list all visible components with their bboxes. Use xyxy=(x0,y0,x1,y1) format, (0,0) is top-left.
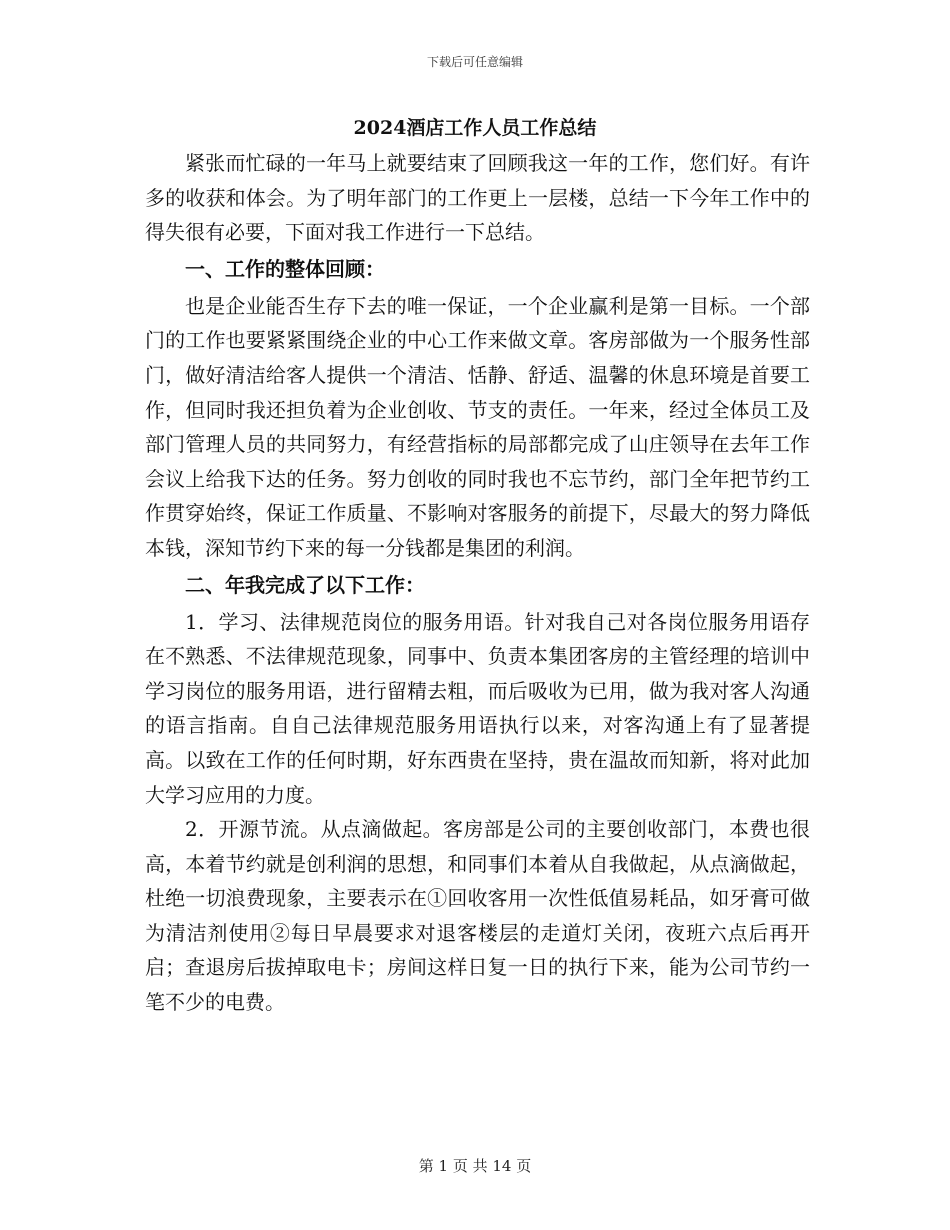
section-1-heading: 一、工作的整体回顾： xyxy=(185,256,385,281)
section-2-item-1: 1．学习、法律规范岗位的服务用语。针对我自己对各岗位服务用语存在不熟悉、不法律规范现象，同事中、负责本集团客房的主管经理的培训中学习岗位的服务用语，进行留精去粗，而后吸收为已用，做为我对客人沟通的语言指南。自自己法律规范服务用语执行以来，对客沟通上有了显著提高。以致在工作的任何时期，好东西贵在坚持，贵在温故而知新，将对此加大学习应用的力度。 xyxy=(145,609,810,807)
document-body xyxy=(145,146,810,1020)
section-2-heading: 二、年我完成了以下工作： xyxy=(185,572,425,597)
section-1-paragraph: 也是企业能否生存下去的唯一保证，一个企业赢利是第一目标。一个部门的工作也要紧紧围绕企业的中心工作来做文章。客房部做为一个服务性部门，做好清洁给客人提供一个清洁、恬静、舒适、温馨的休息环境是首要工作，但同时我还担负着为企业创收、节支的责任。一年来，经过全体员工及部门管理人员的共同努力，有经营指标的局部都完成了山庄领导在去年工作会议上给我下达的任务。努力创收的同时我也不忘节约，部门全年把节约工作贯穿始终，保证工作质量、不影响对客服务的前提下，尽最大的努力降低本钱，深知节约下来的每一分钱都是集团的利润。 xyxy=(145,293,810,560)
page-number: 第 1 页 共 14 页 xyxy=(418,1157,532,1175)
intro-paragraph: 紧张而忙碌的一年马上就要结束了回顾我这一年的工作，您们好。有许多的收获和体会。为了明年部门的工作更上一层楼，总结一下今年工作中的得失很有必要，下面对我工作进行一下总结。 xyxy=(145,151,810,245)
page-header-note: 下载后可任意编辑 xyxy=(426,55,523,69)
section-2-item-2: 2．开源节流。从点滴做起。客房部是公司的主要创收部门，本费也很高，本着节约就是创利润的思想，和同事们本着从自我做起，从点滴做起，杜绝一切浪费现象，主要表示在①回收客用一次性低值易耗品，如牙膏可做为清洁剂使用②每日早晨要求对退客楼层的走道灯关闭，夜班六点后再开启；查退房后拔掉取电卡；房间这样日复一日的执行下来，能为公司节约一笔不少的电费。 xyxy=(145,817,810,1015)
document-title: 2024酒店工作人员工作总结 xyxy=(353,117,597,139)
